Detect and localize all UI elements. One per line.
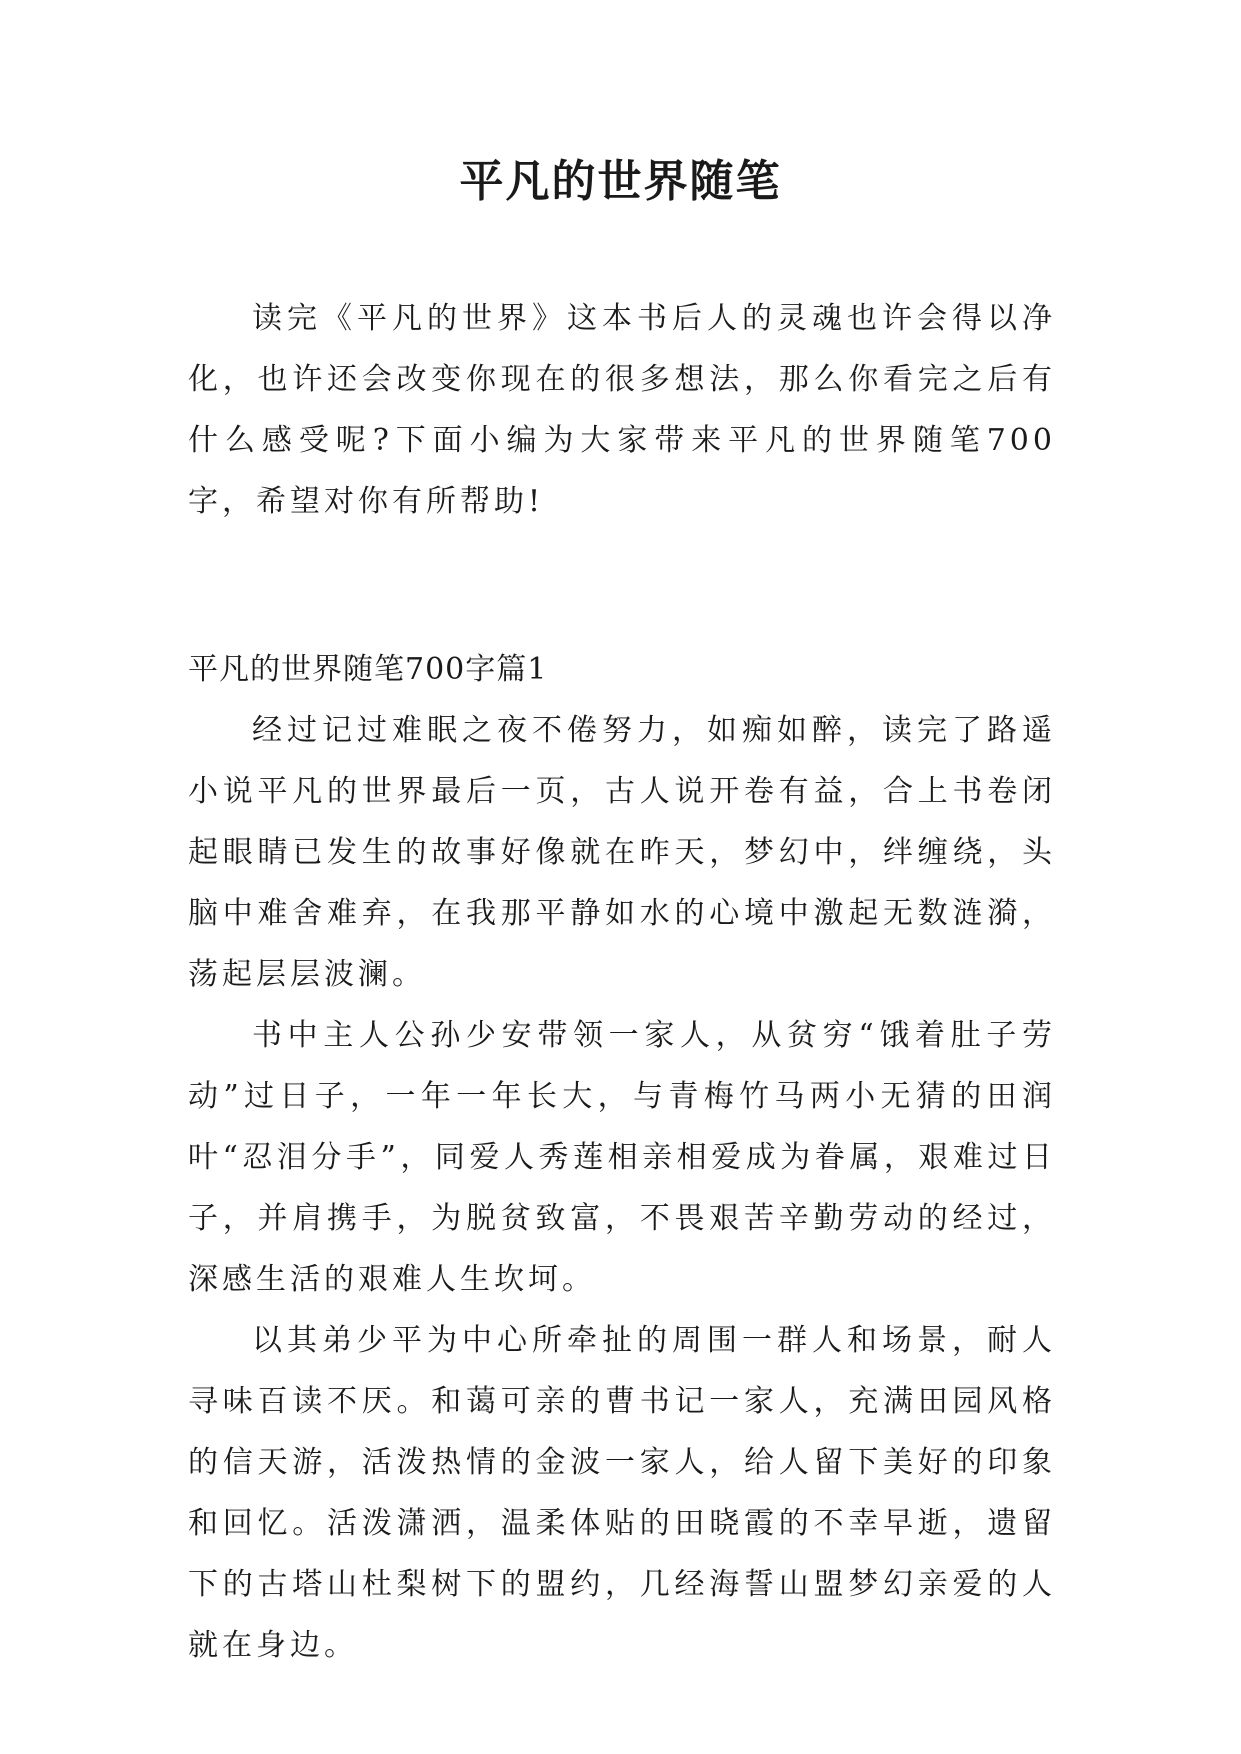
body-paragraph: 经过记过难眠之夜不倦努力，如痴如醉，读完了路遥小说平凡的世界最后一页，古人说开卷有益，合上书卷闭起眼睛已发生的故事好像就在昨天，梦幻中，绊缠绕，头脑中难舍难弃，在我那平静如水的心境中激起无数涟漪，荡起层层波澜。 [188,713,1056,992]
section-heading: 平凡的世界随笔700字篇1 [188,652,548,687]
page-title: 平凡的世界随笔 [459,156,782,207]
intro-paragraph: 读完《平凡的世界》这本书后人的灵魂也许会得以净化，也许还会改变你现在的很多想法，那么你看完之后有什么感受呢?下面小编为大家带来平凡的世界随笔700字，希望对你有所帮助! [188,301,1056,519]
body-paragraph: 书中主人公孙少安带领一家人，从贫穷“饿着肚子劳动”过日子，一年一年长大，与青梅竹马两小无猜的田润叶“忍泪分手”，同爱人秀莲相亲相爱成为眷属，艰难过日子，并肩携手，为脱贫致富，不畏艰苦辛勤劳动的经过，深感生活的艰难人生坎坷。 [188,1018,1056,1297]
body-paragraph: 以其弟少平为中心所牵扯的周围一群人和场景，耐人寻味百读不厌。和蔼可亲的曹书记一家人，充满田园风格的信天游，活泼热情的金波一家人，给人留下美好的印象和回忆。活泼潇洒，温柔体贴的田晓霞的不幸早逝，遗留下的古塔山杜梨树下的盟约，几经海誓山盟梦幻亲爱的人就在身边。 [188,1323,1056,1663]
